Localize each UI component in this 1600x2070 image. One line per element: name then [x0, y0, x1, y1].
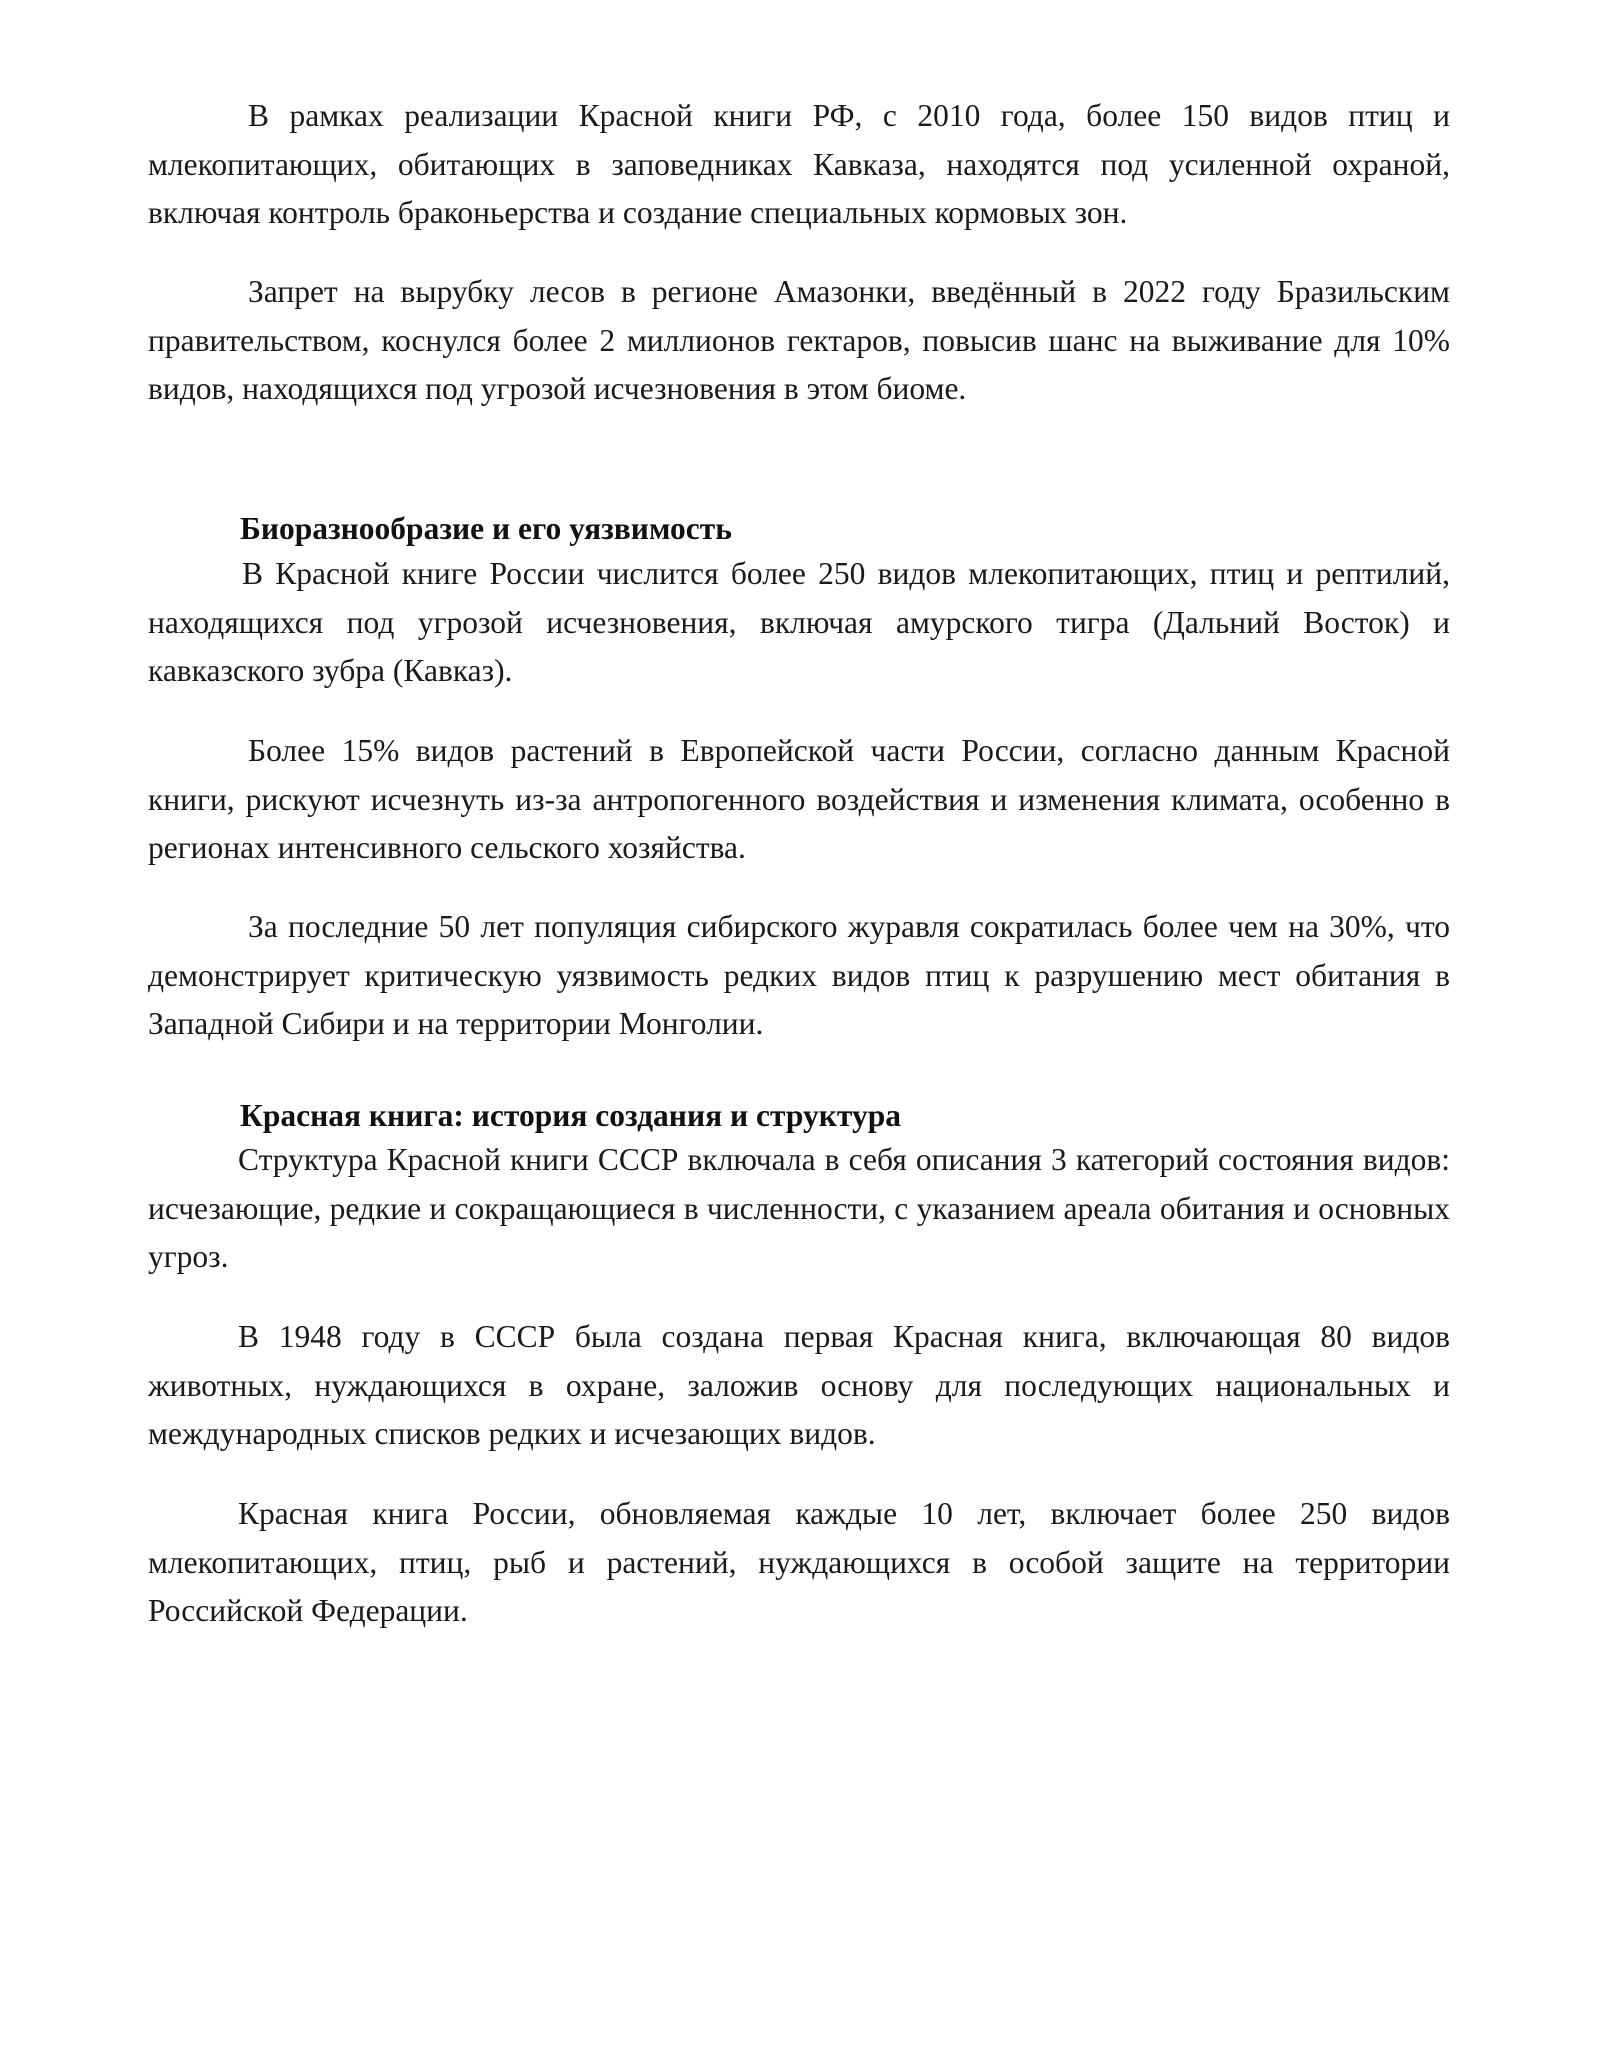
- section-heading-red-book-history: Красная книга: история создания и структура: [240, 1098, 901, 1133]
- paragraph-caucasus-reserves: В рамках реализации Красной книги РФ, с 2010 года, более 150 видов птиц и млекопитающих, обитающих в заповедниках Кавказа, находятся под усиленной охраной, включая контроль браконьерства и создание специальных кормовых зон.: [148, 98, 1450, 230]
- paragraph-plant-species-risk: Более 15% видов растений в Европейской части России, согласно данным Красной книги, рискуют исчезнуть из-за антропогенного воздействия и изменения климата, особенно в регионах интенсивного сельского хозяйства.: [148, 733, 1450, 865]
- paragraph-amazon-logging-ban: Запрет на вырубку лесов в регионе Амазонки, введённый в 2022 году Бразильским правительством, коснулся более 2 миллионов гектаров, повысив шанс на выживание для 10% видов, находящихся под угрозой исчезновения в этом биоме.: [148, 274, 1450, 406]
- paragraph-russia-red-book-updates: Красная книга России, обновляемая каждые 10 лет, включает более 250 видов млекопитающих, птиц, рыб и растений, нуждающихся в особой защите на территории Российской Федерации.: [148, 1496, 1450, 1628]
- paragraph-siberian-crane: За последние 50 лет популяция сибирского журавля сократилась более чем на 30%, что демонстрирует критическую уязвимость редких видов птиц к разрушению мест обитания в Западной Сибири и на территории Монголии.: [148, 909, 1450, 1041]
- section-heading-biodiversity: Биоразнообразие и его уязвимость: [240, 511, 732, 546]
- paragraph-1948-first-red-book: В 1948 году в СССР была создана первая Красная книга, включающая 80 видов животных, нуждающихся в охране, заложив основу для последующих национальных и международных списков редких и исчезающих видов.: [148, 1319, 1450, 1451]
- paragraph-red-book-russia-species: В Красной книге России числится более 250 видов млекопитающих, птиц и рептилий, находящихся под угрозой исчезновения, включая амурского тигра (Дальний Восток) и кавказского зубра (Кавказ).: [148, 556, 1450, 688]
- paragraph-ussr-red-book-structure: Структура Красной книги СССР включала в себя описания 3 категорий состояния видов: исчезающие, редкие и сокращающиеся в численности, с указанием ареала обитания и основных угроз.: [148, 1142, 1450, 1274]
